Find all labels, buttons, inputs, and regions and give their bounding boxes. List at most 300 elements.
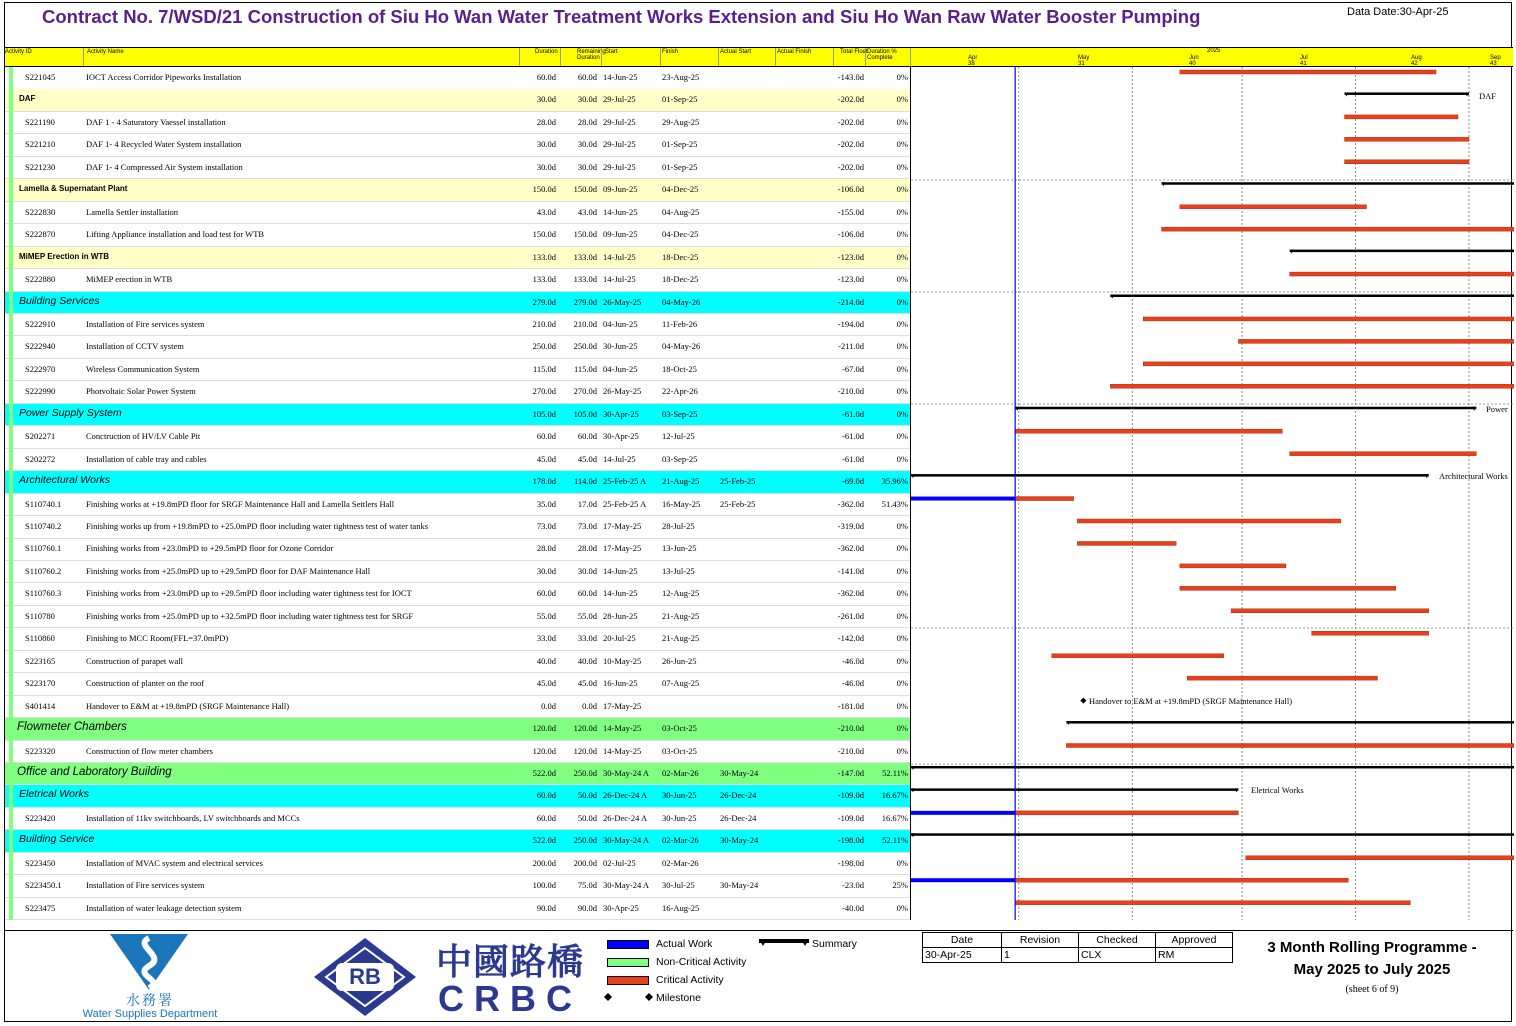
critical-bar bbox=[1015, 497, 1074, 501]
cell-dur: 30.0d bbox=[536, 139, 556, 150]
cell-rem: 270.0d bbox=[573, 386, 597, 397]
cell-float: -202.0d bbox=[837, 116, 864, 127]
cell-finish: 03-Oct-25 bbox=[662, 723, 697, 734]
cell-float: -46.0d bbox=[842, 678, 864, 689]
cell-rem: 210.0d bbox=[573, 318, 597, 329]
summary-icon bbox=[759, 939, 809, 949]
legend-swatch-critical bbox=[607, 976, 649, 985]
cell-start: 14-Jul-25 bbox=[603, 251, 636, 262]
cell-pct: 0% bbox=[896, 274, 908, 285]
cell-name: Building Services bbox=[19, 294, 100, 307]
cell-dur: 250.0d bbox=[532, 341, 556, 352]
activity-row[interactable] bbox=[5, 157, 910, 180]
cell-pct: 52.11% bbox=[882, 767, 908, 778]
rb-logo bbox=[312, 936, 418, 1018]
cell-float: -61.0d bbox=[842, 453, 864, 464]
critical-bar bbox=[1290, 272, 1514, 276]
critical-bar bbox=[1143, 362, 1514, 366]
cell-float: -202.0d bbox=[837, 139, 864, 150]
cell-start: 14-May-25 bbox=[603, 723, 642, 734]
cell-id: S221045 bbox=[25, 72, 56, 82]
cell-finish: 02-Mar-26 bbox=[662, 835, 699, 846]
cell-start: 30-Jun-25 bbox=[603, 341, 638, 352]
cell-finish: 07-Aug-25 bbox=[662, 678, 700, 689]
cell-dur: 150.0d bbox=[532, 184, 556, 195]
cell-pct: 0% bbox=[896, 139, 908, 150]
activity-row[interactable] bbox=[5, 875, 910, 898]
wbs-row[interactable] bbox=[5, 179, 910, 202]
month-apr: Apr bbox=[968, 55, 978, 61]
wbs-row[interactable] bbox=[5, 247, 910, 270]
legend-critical: Critical Activity bbox=[656, 974, 724, 986]
cell-name: Flowmeter Chambers bbox=[17, 721, 127, 734]
cell-start: 29-Jul-25 bbox=[603, 94, 636, 105]
cell-dur: 30.0d bbox=[536, 161, 556, 172]
activity-row[interactable] bbox=[5, 628, 910, 651]
cell-name: Installation of cable tray and cables bbox=[86, 453, 207, 464]
cell-finish: 01-Sep-25 bbox=[662, 161, 698, 172]
activity-row[interactable] bbox=[5, 808, 910, 831]
cell-start: 30-Apr-25 bbox=[603, 431, 639, 442]
cell-finish: 30-Jul-25 bbox=[662, 880, 695, 891]
cell-float: -362.0d bbox=[837, 588, 864, 599]
summary-bar bbox=[1290, 250, 1514, 253]
activity-row[interactable] bbox=[5, 853, 910, 876]
cell-finish: 12-Aug-25 bbox=[662, 588, 700, 599]
cell-dur: 200.0d bbox=[532, 857, 556, 868]
cell-dur: 55.0d bbox=[536, 610, 556, 621]
cell-id: S222870 bbox=[25, 229, 56, 240]
activity-row[interactable] bbox=[5, 426, 910, 449]
summary-bar bbox=[911, 766, 1514, 769]
activity-row[interactable] bbox=[5, 224, 910, 247]
cell-dur: 60.0d bbox=[536, 431, 556, 442]
revision-header-revision: Revision bbox=[1002, 933, 1079, 948]
cell-float: -143.0d bbox=[837, 72, 864, 82]
milestone-icon bbox=[601, 992, 661, 1004]
col-total-float[interactable]: Total Float bbox=[840, 49, 868, 55]
cell-id: S223420 bbox=[25, 812, 56, 823]
week-number: 40 bbox=[1189, 61, 1196, 67]
week-number: 41 bbox=[1300, 61, 1307, 67]
critical-bar bbox=[1231, 609, 1429, 613]
wbs-row[interactable] bbox=[5, 830, 910, 853]
col-actual-start[interactable]: Actual Start bbox=[720, 49, 752, 55]
critical-bar bbox=[1110, 384, 1514, 388]
cell-astart: 30-May-24 bbox=[720, 880, 759, 891]
activity-row[interactable] bbox=[5, 449, 910, 472]
month-jul: Jul bbox=[1300, 55, 1308, 61]
cell-rem: 73.0d bbox=[577, 521, 597, 531]
cell-id: S223165 bbox=[25, 655, 56, 666]
activity-row[interactable] bbox=[5, 516, 910, 539]
cell-name: Finishing works from +23.0mPD to +29.5mPD floor for Ozone Corridor bbox=[86, 543, 334, 554]
col-remaining[interactable]: Remaining Duration bbox=[577, 49, 606, 61]
critical-bar bbox=[1015, 429, 1282, 433]
cell-name: IOCT Access Corridor Pipeworks Installation bbox=[86, 72, 242, 82]
cell-name: Installation of Fire services system bbox=[86, 318, 205, 329]
label-daf: DAF bbox=[1479, 91, 1497, 101]
cell-dur: 33.0d bbox=[536, 633, 556, 644]
col-divider bbox=[775, 48, 776, 66]
col-finish[interactable]: Finish bbox=[662, 49, 679, 55]
col-name[interactable]: Activity Name bbox=[87, 49, 124, 55]
crbc-name-cn: 中國路橋 bbox=[435, 942, 584, 982]
critical-bar bbox=[1015, 878, 1348, 882]
cell-name: Installation of MVAC system and electrical services bbox=[86, 857, 263, 868]
cell-pct: 16.67% bbox=[881, 812, 908, 823]
cell-float: -147.0d bbox=[837, 767, 864, 778]
cell-id: S223170 bbox=[25, 678, 56, 689]
cell-pct: 0% bbox=[896, 588, 908, 599]
crbc-name-en: CRBC bbox=[438, 978, 582, 1019]
activity-row[interactable] bbox=[5, 336, 910, 359]
cell-finish: 28-Jul-25 bbox=[662, 521, 695, 531]
cell-float: -319.0d bbox=[837, 521, 864, 531]
wbs-row[interactable] bbox=[5, 718, 910, 741]
critical-bar bbox=[1015, 811, 1238, 815]
cell-name: DAF 1 - 4 Saturatory Vaessel installation bbox=[86, 116, 226, 127]
cell-float: -69.0d bbox=[842, 476, 864, 487]
critical-bar bbox=[1143, 317, 1514, 321]
milestone-marker bbox=[1080, 698, 1086, 704]
cell-start: 26-Dec-24 A bbox=[603, 812, 648, 823]
label-elec: Eletrical Works bbox=[1251, 785, 1304, 795]
cell-start: 28-Jun-25 bbox=[603, 610, 638, 621]
cell-astart: 26-Dec-24 bbox=[720, 812, 757, 823]
cell-rem: 250.0d bbox=[573, 835, 597, 846]
activity-row[interactable] bbox=[5, 67, 910, 90]
summary-bar bbox=[1345, 92, 1469, 95]
cell-pct: 0% bbox=[896, 386, 908, 397]
cell-finish: 04-May-26 bbox=[662, 341, 701, 352]
week-number: 43 bbox=[1490, 61, 1497, 67]
cell-finish: 13-Jul-25 bbox=[662, 565, 695, 576]
activity-row[interactable] bbox=[5, 741, 910, 764]
cell-rem: 90.0d bbox=[577, 902, 597, 913]
col-id[interactable]: Activity ID bbox=[5, 49, 32, 55]
cell-pct: 0% bbox=[896, 565, 908, 576]
cell-start: 30-May-24 A bbox=[603, 835, 650, 846]
cell-dur: 40.0d bbox=[536, 655, 556, 666]
month-aug: Aug bbox=[1411, 55, 1422, 61]
cell-float: -210.0d bbox=[837, 723, 864, 734]
cell-start: 26-May-25 bbox=[603, 296, 642, 307]
cell-pct: 0% bbox=[896, 745, 908, 756]
cell-astart: 25-Feb-25 bbox=[720, 498, 756, 509]
cell-id: S110760.1 bbox=[25, 543, 62, 554]
col-pct[interactable]: Duration % Complete bbox=[867, 49, 897, 61]
cell-float: -362.0d bbox=[837, 498, 864, 509]
activity-row[interactable] bbox=[5, 561, 910, 584]
revision-header-date: Date bbox=[923, 933, 1002, 948]
activity-row[interactable] bbox=[5, 606, 910, 629]
cell-rem: 55.0d bbox=[577, 610, 597, 621]
activity-row[interactable] bbox=[5, 538, 910, 561]
cell-rem: 279.0d bbox=[573, 296, 597, 307]
cell-rem: 30.0d bbox=[577, 565, 597, 576]
summary-bar bbox=[911, 833, 1514, 836]
col-divider bbox=[833, 48, 834, 66]
cell-name: Finishing to MCC Room(FFL=37.0mPD) bbox=[86, 633, 229, 644]
cell-finish: 30-Jun-25 bbox=[662, 812, 697, 823]
page-title: Contract No. 7/WSD/21 Construction of Siu Ho Wan Water Treatment Works Extension and Siu Ho Wan Raw Water Booster Pumping bbox=[42, 6, 1201, 27]
cell-pct: 0% bbox=[896, 72, 908, 82]
revision-approved: RM bbox=[1156, 948, 1233, 963]
critical-bar bbox=[1238, 339, 1514, 343]
cell-pct: 0% bbox=[896, 655, 908, 666]
cell-id: S202271 bbox=[25, 431, 56, 442]
cell-pct: 0% bbox=[896, 543, 908, 554]
label-arch: Architectural Works bbox=[1439, 471, 1508, 481]
cell-rem: 28.0d bbox=[577, 543, 597, 554]
cell-finish: 11-Feb-26 bbox=[662, 318, 698, 329]
cell-start: 29-Jul-25 bbox=[603, 116, 636, 127]
critical-bar bbox=[1180, 205, 1367, 209]
cell-name: Installation of Fire services system bbox=[86, 880, 205, 891]
cell-rem: 250.0d bbox=[573, 341, 597, 352]
cell-name: DAF 1- 4 Recycled Water System installation bbox=[86, 139, 242, 150]
data-date: Data Date:30-Apr-25 bbox=[1347, 6, 1449, 18]
cell-finish: 21-Aug-25 bbox=[662, 610, 700, 621]
wsd-name-en: Water Supplies Department bbox=[82, 1008, 218, 1020]
cell-start: 14-Jun-25 bbox=[603, 588, 638, 599]
cell-float: -109.0d bbox=[837, 790, 864, 801]
cell-dur: 522.0d bbox=[532, 835, 556, 846]
cell-rem: 40.0d bbox=[577, 655, 597, 666]
cell-start: 14-Jul-25 bbox=[603, 453, 636, 464]
cell-name: Installation of 11kv switchboards, LV switchboards and MCCs bbox=[86, 812, 300, 823]
cell-pct: 0% bbox=[896, 206, 908, 217]
cell-start: 29-Jul-25 bbox=[603, 139, 636, 150]
column-header bbox=[5, 47, 1513, 67]
col-actual-finish[interactable]: Actual Finish bbox=[777, 49, 812, 55]
cell-dur: 100.0d bbox=[532, 880, 556, 891]
cell-id: S110760.2 bbox=[25, 565, 62, 576]
cell-id: S223450.1 bbox=[25, 880, 62, 891]
cell-rem: 60.0d bbox=[577, 588, 597, 599]
cell-id: S222830 bbox=[25, 206, 56, 217]
cell-name: DAF bbox=[19, 94, 36, 104]
col-start[interactable]: Start bbox=[605, 49, 618, 55]
cell-name: Conctruction of HV/LV Cable Pit bbox=[86, 431, 201, 442]
cell-pct: 16.67% bbox=[881, 790, 908, 801]
cell-pct: 0% bbox=[896, 341, 908, 352]
critical-bar bbox=[1052, 654, 1224, 658]
cell-name: Construction of planter on the roof bbox=[86, 678, 205, 689]
cell-dur: 120.0d bbox=[532, 723, 556, 734]
cell-id: S110760.3 bbox=[25, 588, 62, 599]
cell-float: -141.0d bbox=[837, 565, 864, 576]
cell-rem: 30.0d bbox=[577, 94, 597, 105]
month-jun: Jun bbox=[1189, 55, 1199, 61]
cell-start: 04-Jun-25 bbox=[603, 363, 638, 374]
cell-float: -202.0d bbox=[837, 161, 864, 172]
cell-finish: 03-Sep-25 bbox=[662, 408, 698, 419]
cell-pct: 0% bbox=[896, 902, 908, 913]
cell-start: 02-Jul-25 bbox=[603, 857, 636, 868]
cell-dur: 105.0d bbox=[532, 408, 556, 419]
cell-id: S223320 bbox=[25, 745, 56, 756]
cell-float: -210.0d bbox=[837, 386, 864, 397]
cell-start: 16-Jun-25 bbox=[603, 678, 638, 689]
cell-rem: 17.0d bbox=[577, 498, 597, 509]
activity-row[interactable] bbox=[5, 898, 910, 921]
gantt-svg bbox=[911, 67, 1514, 920]
programme-title bbox=[1232, 937, 1512, 981]
cell-pct: 25% bbox=[892, 880, 908, 891]
cell-finish: 18-Dec-25 bbox=[662, 274, 699, 285]
month-may: May bbox=[1078, 55, 1090, 61]
cell-float: -362.0d bbox=[837, 543, 864, 554]
activity-row[interactable] bbox=[5, 112, 910, 135]
cell-start: 04-Jun-25 bbox=[603, 318, 638, 329]
wbs-row[interactable] bbox=[5, 785, 910, 808]
cell-dur: 115.0d bbox=[532, 363, 556, 374]
activity-row[interactable] bbox=[5, 314, 910, 337]
col-divider bbox=[83, 48, 84, 66]
cell-rem: 45.0d bbox=[577, 678, 597, 689]
cell-finish: 26-Jun-25 bbox=[662, 655, 697, 666]
cell-float: -211.0d bbox=[838, 341, 864, 352]
critical-bar bbox=[1246, 856, 1514, 860]
cell-pct: 0% bbox=[896, 633, 908, 644]
cell-finish: 23-Aug-25 bbox=[662, 72, 700, 82]
activity-row[interactable] bbox=[5, 651, 910, 674]
revision-header-approved: Approved bbox=[1156, 933, 1233, 948]
activity-row[interactable] bbox=[5, 269, 910, 292]
activity-row[interactable] bbox=[5, 381, 910, 404]
critical-bar bbox=[1162, 227, 1514, 231]
cell-pct: 0% bbox=[896, 363, 908, 374]
cell-name: MiMEP erection in WTB bbox=[86, 274, 173, 285]
cell-start: 25-Feb-25 A bbox=[603, 498, 647, 509]
cell-finish: 13-Jun-25 bbox=[662, 543, 697, 554]
month-sep: Sep bbox=[1490, 55, 1501, 61]
col-divider bbox=[519, 48, 520, 66]
cell-dur: 133.0d bbox=[532, 251, 556, 262]
cell-start: 14-Jun-25 bbox=[603, 206, 638, 217]
cell-name: Photvoltaic Solar Power System bbox=[86, 386, 196, 397]
sheet-number: (sheet 6 of 9) bbox=[1345, 984, 1399, 995]
cell-id: S222970 bbox=[25, 363, 56, 374]
cell-id: S222880 bbox=[25, 274, 56, 285]
cell-name: Construction of parapet wall bbox=[86, 655, 184, 666]
critical-bar bbox=[1077, 541, 1176, 545]
cell-float: -142.0d bbox=[837, 633, 864, 644]
programme-title-line1: 3 Month Rolling Programme - bbox=[1267, 939, 1477, 956]
cell-finish: 29-Aug-25 bbox=[662, 116, 700, 127]
cell-dur: 35.0d bbox=[536, 498, 556, 509]
wbs-row[interactable] bbox=[5, 89, 910, 112]
legend-summary: Summary bbox=[812, 938, 857, 950]
cell-start: 09-Jun-25 bbox=[603, 229, 638, 240]
cell-rem: 133.0d bbox=[573, 274, 597, 285]
cell-finish: 04-Aug-25 bbox=[662, 206, 700, 217]
cell-pct: 0% bbox=[896, 431, 908, 442]
legend-noncritical: Non-Critical Activity bbox=[656, 956, 747, 968]
cell-name: Installation of water leakage detection system bbox=[86, 902, 242, 913]
cell-start: 14-Jun-25 bbox=[603, 72, 638, 82]
cell-id: S110780 bbox=[25, 610, 55, 621]
cell-id: S221230 bbox=[25, 161, 56, 172]
cell-name: Lifting Appliance installation and load test for WTB bbox=[86, 229, 265, 240]
cell-name: Finishing works from +25.0mPD up to +32.5mPD floor including water tightness test for SRGF bbox=[86, 610, 414, 621]
cell-pct: 0% bbox=[896, 296, 908, 307]
cell-rem: 114.0d bbox=[573, 476, 597, 487]
activity-row[interactable] bbox=[5, 359, 910, 382]
cell-id: S222910 bbox=[25, 318, 56, 329]
col-divider bbox=[601, 48, 602, 66]
activity-row[interactable] bbox=[5, 673, 910, 696]
activity-row[interactable] bbox=[5, 696, 910, 719]
cell-finish: 03-Oct-25 bbox=[662, 745, 697, 756]
cell-name: Lamella Settler installation bbox=[86, 206, 179, 217]
wsd-emblem-icon bbox=[75, 932, 225, 994]
cell-rem: 60.0d bbox=[577, 72, 597, 82]
activity-row[interactable] bbox=[5, 494, 910, 517]
cell-name: Power Supply System bbox=[19, 406, 122, 419]
cell-name: Architectural Works bbox=[19, 474, 111, 487]
cell-astart: 25-Feb-25 bbox=[720, 476, 756, 487]
critical-bar bbox=[1180, 70, 1436, 74]
revision-row bbox=[923, 948, 1233, 963]
cell-start: 30-Apr-25 bbox=[603, 408, 639, 419]
wbs-row[interactable] bbox=[5, 292, 910, 315]
cell-float: -155.0d bbox=[837, 206, 864, 217]
cell-start: 30-May-24 A bbox=[603, 880, 650, 891]
wbs-row[interactable] bbox=[5, 404, 910, 427]
cell-finish: 04-Dec-25 bbox=[662, 184, 699, 195]
cell-dur: 210.0d bbox=[532, 318, 556, 329]
crbc-logo bbox=[430, 934, 590, 1022]
cell-float: -46.0d bbox=[842, 655, 864, 666]
timescale-year: 2025 bbox=[1207, 48, 1221, 54]
wsd-logo bbox=[75, 932, 225, 1022]
cell-rem: 120.0d bbox=[573, 745, 597, 756]
cell-rem: 133.0d bbox=[573, 251, 597, 262]
wbs-row[interactable] bbox=[5, 471, 910, 494]
cell-start: 17-May-25 bbox=[603, 521, 642, 531]
wbs-row[interactable] bbox=[5, 763, 910, 786]
critical-bar bbox=[1345, 137, 1469, 141]
cell-id: S221190 bbox=[25, 116, 55, 127]
activity-row[interactable] bbox=[5, 202, 910, 225]
cell-start: 17-May-25 bbox=[603, 700, 642, 711]
cell-id: S222990 bbox=[25, 386, 56, 397]
activity-row[interactable] bbox=[5, 583, 910, 606]
activity-row[interactable] bbox=[5, 134, 910, 157]
critical-bar bbox=[1066, 744, 1514, 748]
cell-float: -106.0d bbox=[837, 184, 864, 195]
label-power: Power bbox=[1486, 404, 1508, 414]
cell-float: -40.0d bbox=[842, 902, 864, 913]
cell-rem: 120.0d bbox=[573, 723, 597, 734]
cell-start: 26-Dec-24 A bbox=[603, 790, 648, 801]
cell-finish: 30-Jun-25 bbox=[662, 790, 697, 801]
cell-dur: 28.0d bbox=[536, 543, 556, 554]
cell-name: Finishing works from +25.0mPD up to +29.5mPD floor for DAF Maintenance Hall bbox=[86, 565, 371, 576]
summary-bar bbox=[1110, 295, 1514, 298]
activity-table bbox=[5, 67, 910, 920]
cell-start: 17-May-25 bbox=[603, 543, 642, 554]
summary-bar bbox=[1015, 407, 1476, 410]
cell-float: -61.0d bbox=[842, 408, 864, 419]
cell-dur: 60.0d bbox=[536, 588, 556, 599]
label-handover: Handover to E&M at +19.8mPD (SRGF Maintenance Hall) bbox=[1089, 696, 1293, 706]
col-duration[interactable]: Duration bbox=[535, 49, 558, 55]
cell-rem: 33.0d bbox=[577, 633, 597, 644]
